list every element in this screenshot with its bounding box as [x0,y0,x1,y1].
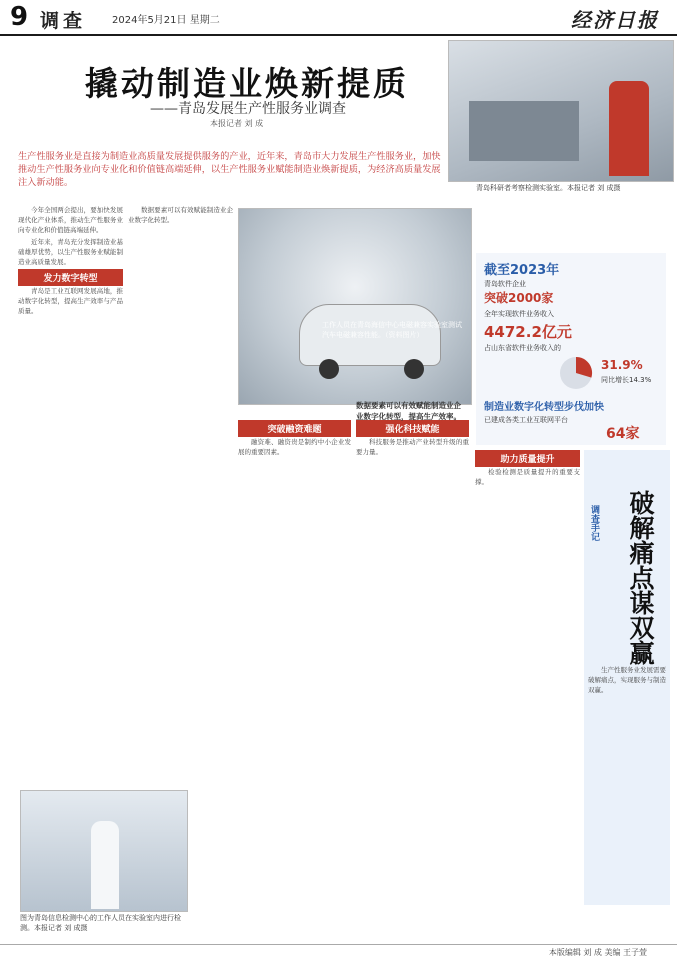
lab-equipment [469,101,579,161]
article-intro: 生产性服务业是直接为制造业高质量发展提供服务的产业，近年来，青岛市大力发展生产性服务业，加快推动生产性服务业向专业化和价值链高端延伸，以生产性服务业赋能制造业焕新提质，为经济高质量发展注入新动能。 [18,151,441,188]
data-infobox [476,253,666,445]
commentary-label: 调查手记 [589,505,599,541]
commentary-title: 破解痛点谋双赢 [626,490,655,665]
car-wheel [404,359,424,379]
infobox-value4: 64家 [606,426,640,442]
share-pie-icon [556,353,596,393]
article-subtitle: ——青岛发展生产性服务业调查 [150,101,346,117]
footer-credits: 本版编辑 刘 成 美编 王子萱 [548,948,647,957]
section-head-2: 突破融资难题 [238,420,351,437]
section-head-1: 发力数字转型 [18,269,123,286]
article-title: 撬动制造业焕新提质 [85,64,409,103]
body-column-5: 助力质量提升 检验检测是质量提升的重要支撑。 [475,450,580,940]
infobox-line3: 占山东省软件业务收入的 [484,344,561,352]
infobox-growth: 同比增长14.3% [601,376,652,384]
newspaper-brand: 经济日报 [571,8,659,32]
issue-date: 2024年5月21日 星期二 [112,15,220,26]
body-column-1: 今年全国两会提出，要加快发展现代化产业体系，推动生产性服务业向专业化和价值链高端延伸。 近年来，青岛充分发挥制造业基础雄厚优势，以生产性服务业赋能制造业高质量发展。 发力数字转型 青岛是工业互联网发展高地，推动数字化转型，提高生产效率与产品质量。 [18,206,123,315]
page-footer [0,944,677,961]
infobox-value2: 4472.2亿元 [484,323,572,341]
commentary-sidebar [584,450,670,905]
emc-chamber-photo [238,208,472,405]
body-column-2: 数据要素可以有效赋能制造业企业数字化转型。 [128,206,233,224]
byline: 本报记者 刘 成 [210,119,264,128]
caption-bottom: 图为青岛信息检测中心的工作人员在实验室内进行检测。本报记者 刘 成摄 [20,914,181,932]
infobox-value1: 突破2000家 [484,291,554,305]
section-head-3: 强化科技赋能 [356,420,469,437]
infobox-line4: 已建成各类工业互联网平台 [484,416,568,424]
infobox-pct: 31.9% [601,358,643,372]
lab-photo-bottom [20,790,188,912]
section-title: 调查 [40,10,87,32]
researcher-figure [609,81,649,176]
commentary-body: 生产性服务业发展需要破解痛点，实现服务与制造双赢。 [588,666,666,694]
infobox-line1: 青岛软件企业 [484,280,526,288]
pull-quote: 数据要素可以有效赋能制造业企业数字化转型，提高生产效率。 [356,401,461,421]
infobox-title: 截至2023年 [484,263,560,278]
infobox-title2: 制造业数字化转型步伐加快 [484,402,604,413]
section-head-4: 助力质量提升 [475,450,580,467]
caption-top: 青岛科研者考察检测实验室。本报记者 刘 成摄 [476,184,621,192]
body-column-3: 突破融资难题 融资难、融资贵是制约中小企业发展的重要因素。 [238,420,351,940]
lab-photo-top [448,40,674,182]
car-wheel [319,359,339,379]
infobox-line2: 全年实现软件业务收入 [484,310,554,318]
technician-figure [91,821,119,909]
body-column-4: 强化科技赋能 科技服务是推动产业转型升级的重要力量。 [356,420,469,940]
page-number: 9 [10,2,29,32]
masthead [0,0,677,36]
caption-center: 工作人员在青岛海信中心电磁兼容实验室测试汽车电磁兼容性能。（资料图片） [322,321,462,339]
